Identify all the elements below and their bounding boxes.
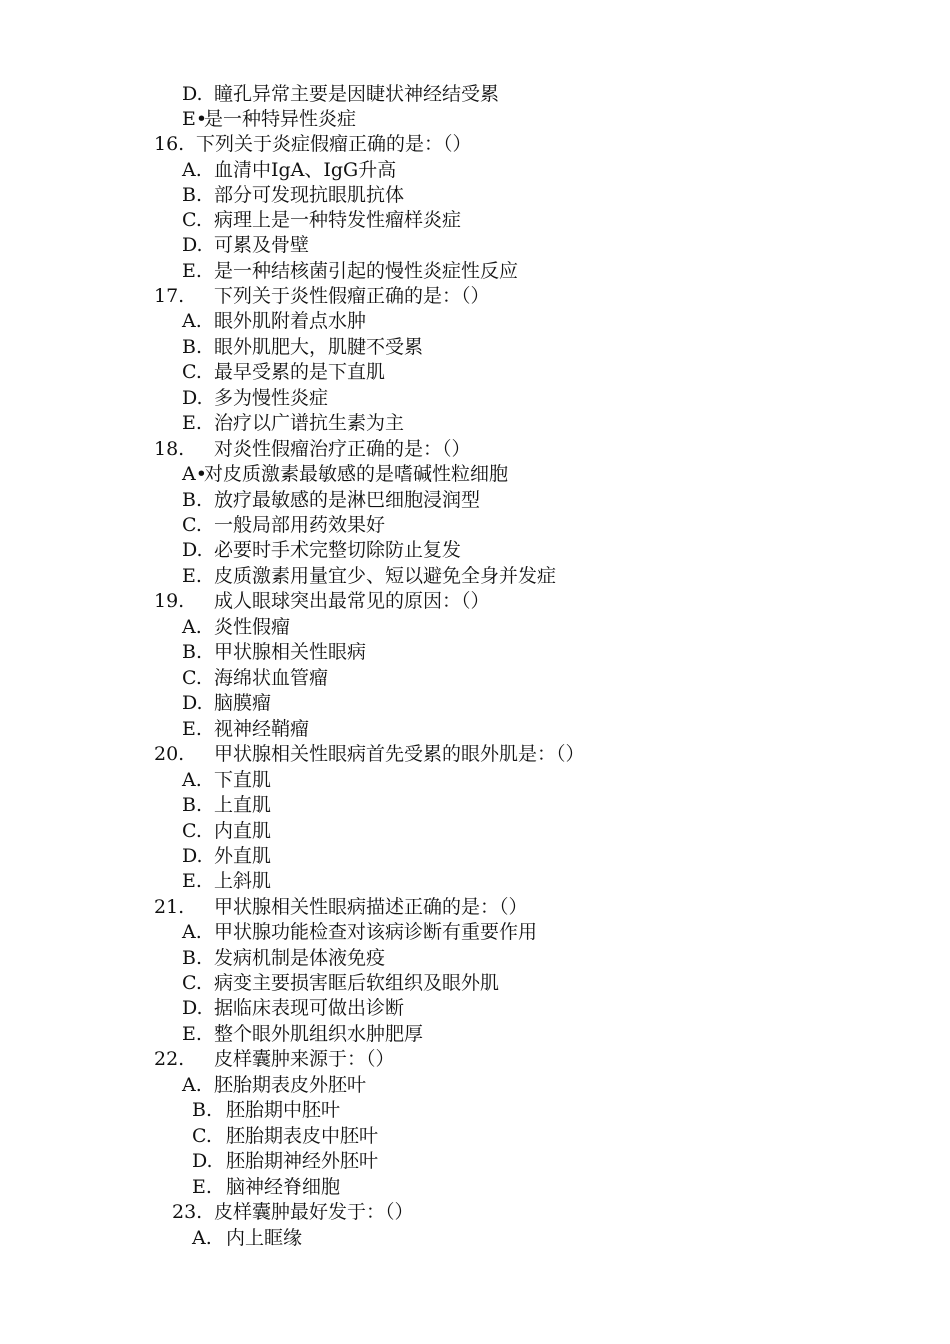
option-line xyxy=(182,640,366,664)
option-line xyxy=(182,513,385,537)
question-number: 19. xyxy=(154,590,185,612)
option-text: 下直肌 xyxy=(214,769,272,791)
option-label: E. xyxy=(182,870,202,892)
option-label: D. xyxy=(182,845,203,867)
option-line xyxy=(182,920,537,944)
question-text: 甲状腺相关性眼病首先受累的眼外肌是：（） xyxy=(214,743,585,765)
question-line xyxy=(154,284,490,308)
option-line xyxy=(182,615,290,639)
option-text: 瞳孔异常主要是因睫状神经结受累 xyxy=(214,83,500,105)
option-text: 对皮质激素最敏感的是嗜碱性粒细胞 xyxy=(204,463,509,485)
option-line xyxy=(192,1124,378,1148)
question-line xyxy=(154,589,490,613)
option-line xyxy=(182,158,396,182)
option-text: 上斜肌 xyxy=(214,870,272,892)
option-line xyxy=(192,1149,378,1173)
option-label: E. xyxy=(182,1023,202,1045)
option-line xyxy=(182,666,328,690)
option-text: 胚胎期神经外胚叶 xyxy=(226,1150,379,1172)
option-text: 可累及骨壁 xyxy=(214,234,310,256)
option-label: D. xyxy=(182,387,203,409)
option-line xyxy=(182,360,385,384)
question-number: 21. xyxy=(154,896,185,918)
option-line xyxy=(182,971,499,995)
question-text: 下列关于炎性假瘤正确的是：（） xyxy=(214,285,490,307)
option-label: A• xyxy=(182,463,207,485)
option-label: B. xyxy=(182,947,203,969)
option-label: D. xyxy=(182,997,203,1019)
option-line xyxy=(182,208,461,232)
question-text: 下列关于炎症假瘤正确的是：（） xyxy=(196,133,472,155)
option-line xyxy=(182,996,404,1020)
option-line xyxy=(182,233,309,257)
option-label: B. xyxy=(182,336,203,358)
option-label: C. xyxy=(182,514,202,536)
option-text: 外直肌 xyxy=(214,845,272,867)
option-line xyxy=(182,309,366,333)
option-text: 眼外肌肥大，肌腱不受累 xyxy=(214,336,424,358)
option-label: A. xyxy=(182,1074,202,1096)
option-line xyxy=(182,488,480,512)
option-text: 发病机制是体液免疫 xyxy=(214,947,386,969)
option-text: 内直肌 xyxy=(214,820,272,842)
option-text: 部分可发现抗眼肌抗体 xyxy=(214,184,405,206)
option-line xyxy=(182,844,271,868)
option-label: E• xyxy=(182,108,208,130)
option-text: 治疗以广谱抗生素为主 xyxy=(214,412,405,434)
option-text: 据临床表现可做出诊断 xyxy=(214,997,405,1019)
question-line xyxy=(154,132,472,156)
option-line xyxy=(182,386,328,410)
option-text: 甲状腺功能检查对该病诊断有重要作用 xyxy=(214,921,538,943)
question-number: 17. xyxy=(154,285,185,307)
question-text: 成人眼球突出最常见的原因：（） xyxy=(214,590,490,612)
option-line xyxy=(182,946,385,970)
option-text: 多为慢性炎症 xyxy=(214,387,329,409)
option-line xyxy=(182,1073,366,1097)
question-line xyxy=(154,437,471,461)
option-label: D. xyxy=(182,692,203,714)
option-line xyxy=(182,411,404,435)
option-text: 是一种特异性炎症 xyxy=(204,108,357,130)
option-line xyxy=(192,1226,302,1250)
option-label: E. xyxy=(182,565,202,587)
option-label: D. xyxy=(182,83,203,105)
question-line xyxy=(154,742,585,766)
option-text: 内上眶缘 xyxy=(226,1227,303,1249)
option-line xyxy=(182,691,271,715)
question-text: 皮样囊肿来源于：（） xyxy=(214,1048,395,1070)
option-label: E. xyxy=(192,1176,212,1198)
option-label: C. xyxy=(182,820,202,842)
option-label: C. xyxy=(192,1125,212,1147)
question-text: 甲状腺相关性眼病描述正确的是：（） xyxy=(214,896,528,918)
option-line xyxy=(192,1098,340,1122)
option-label: A. xyxy=(182,159,202,181)
question-number: 18. xyxy=(154,438,185,460)
option-label: C. xyxy=(182,972,202,994)
option-text: 眼外肌附着点水肿 xyxy=(214,310,367,332)
option-text: 一般局部用药效果好 xyxy=(214,514,386,536)
option-line xyxy=(182,462,508,486)
option-text: 胚胎期表皮中胚叶 xyxy=(226,1125,379,1147)
question-text: 对炎性假瘤治疗正确的是：（） xyxy=(214,438,471,460)
option-text: 脑膜瘤 xyxy=(214,692,272,714)
option-text: 视神经鞘瘤 xyxy=(214,718,310,740)
question-line xyxy=(154,1047,395,1071)
option-line xyxy=(182,538,461,562)
option-label: E. xyxy=(182,260,202,282)
option-text: 胚胎期表皮外胚叶 xyxy=(214,1074,367,1096)
option-label: A. xyxy=(182,769,202,791)
option-label: E. xyxy=(182,718,202,740)
option-text: 是一种结核菌引起的慢性炎症性反应 xyxy=(214,260,519,282)
option-label: D. xyxy=(192,1150,213,1172)
option-text: 病理上是一种特发性瘤样炎症 xyxy=(214,209,462,231)
option-label: A. xyxy=(182,310,202,332)
option-label: C. xyxy=(182,361,202,383)
option-label: B. xyxy=(182,641,203,663)
option-text: 必要时手术完整切除防止复发 xyxy=(214,539,462,561)
option-text: 炎性假瘤 xyxy=(214,616,291,638)
option-line xyxy=(182,335,423,359)
option-line xyxy=(182,768,271,792)
option-text: 海绵状血管瘤 xyxy=(214,667,329,689)
option-text: 上直肌 xyxy=(214,794,272,816)
option-text: 甲状腺相关性眼病 xyxy=(214,641,367,663)
option-label: B. xyxy=(182,184,203,206)
option-text: 血清中IgA、IgG升高 xyxy=(214,159,397,181)
question-number: 23. xyxy=(172,1201,203,1223)
option-line xyxy=(182,564,556,588)
option-line xyxy=(182,1022,423,1046)
question-number: 20. xyxy=(154,743,185,765)
option-line xyxy=(182,107,356,131)
option-label: E. xyxy=(182,412,202,434)
option-line xyxy=(182,82,499,106)
option-label: C. xyxy=(182,667,202,689)
option-line xyxy=(182,717,309,741)
option-label: A. xyxy=(192,1227,212,1249)
option-text: 最早受累的是下直肌 xyxy=(214,361,386,383)
option-line xyxy=(182,793,271,817)
option-line xyxy=(192,1175,340,1199)
option-label: B. xyxy=(182,794,203,816)
option-label: D. xyxy=(182,539,203,561)
option-label: A. xyxy=(182,921,202,943)
option-text: 整个眼外肌组织水肿肥厚 xyxy=(214,1023,424,1045)
option-label: A. xyxy=(182,616,202,638)
option-label: C. xyxy=(182,209,202,231)
option-label: B. xyxy=(192,1099,213,1121)
option-label: D. xyxy=(182,234,203,256)
option-text: 皮质激素用量宜少、短以避免全身并发症 xyxy=(214,565,557,587)
question-line xyxy=(154,895,528,919)
option-text: 放疗最敏感的是淋巴细胞浸润型 xyxy=(214,489,481,511)
option-label: B. xyxy=(182,489,203,511)
option-line xyxy=(182,183,404,207)
option-text: 胚胎期中胚叶 xyxy=(226,1099,341,1121)
question-text: 皮样囊肿最好发于：（） xyxy=(214,1201,414,1223)
option-line xyxy=(182,819,271,843)
question-line xyxy=(172,1200,414,1224)
option-text: 脑神经脊细胞 xyxy=(226,1176,341,1198)
option-line xyxy=(182,259,518,283)
question-number: 16. xyxy=(154,133,185,155)
option-line xyxy=(182,869,271,893)
option-text: 病变主要损害眶后软组织及眼外肌 xyxy=(214,972,500,994)
question-number: 22. xyxy=(154,1048,185,1070)
